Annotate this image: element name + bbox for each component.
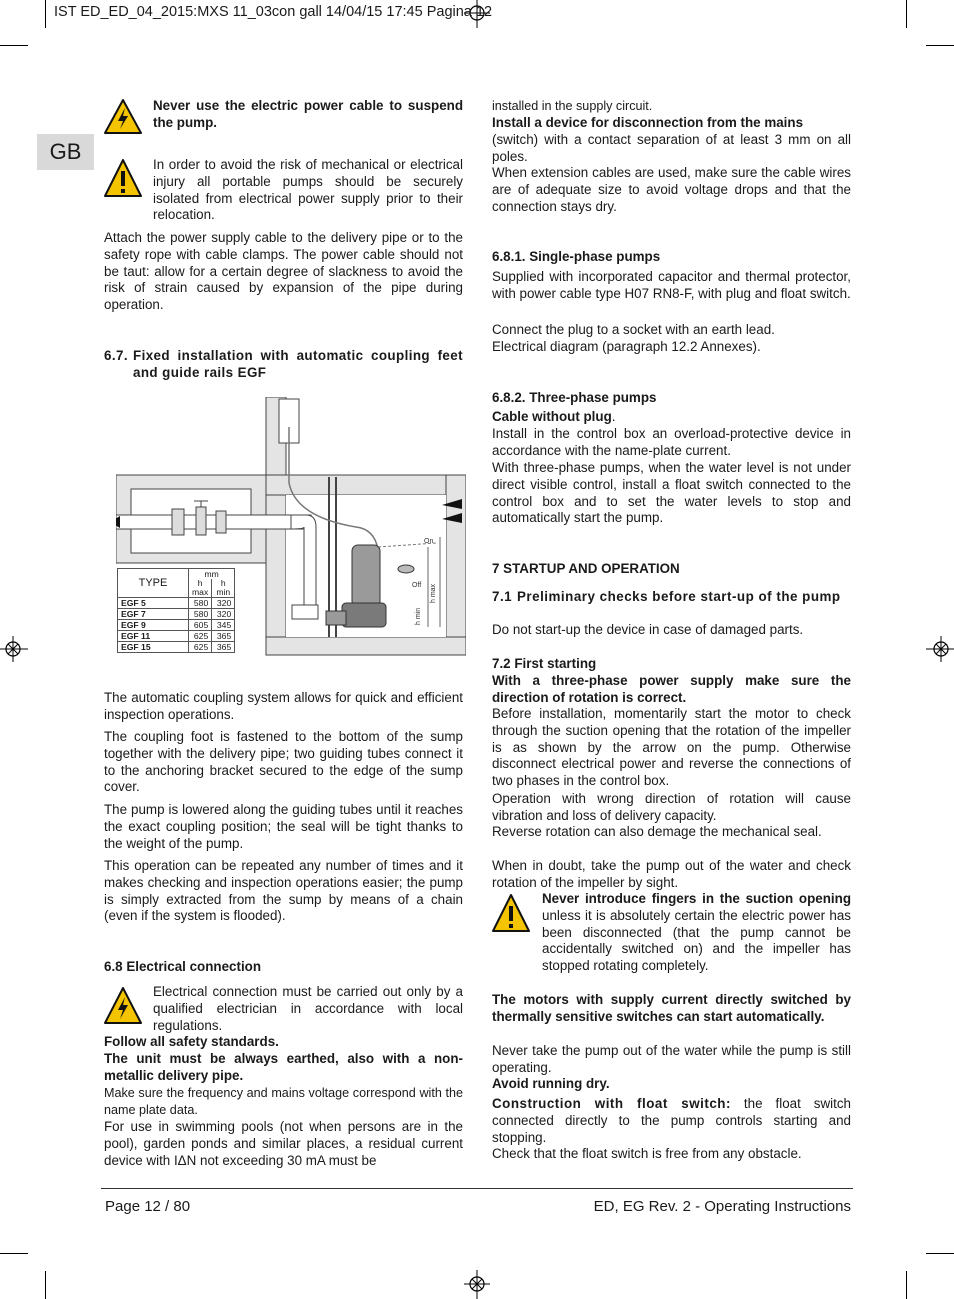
cable-without-plug-end: .: [611, 409, 616, 424]
row-type: EGF 7: [118, 609, 189, 620]
paragraph-frequency-voltage: Make sure the frequency and mains voltage correspond with the name plate data.: [104, 1086, 463, 1117]
crop-mark: [926, 1253, 954, 1254]
document-title: ED, EG Rev. 2 - Operating Instructions: [593, 1198, 851, 1215]
crop-mark: [0, 45, 28, 46]
thermal-switch-notice: The motors with supply current directly switched by thermally sensitive switches can start automatically.: [492, 992, 851, 1024]
footer-rule: [101, 1188, 853, 1189]
row-hmin: 345: [212, 620, 235, 631]
row-hmax: 605: [189, 620, 212, 631]
paragraph-coupling-system: The automatic coupling system allows for quick and efficient inspection operations.: [104, 690, 463, 722]
paragraph-overload-protection: Install in the control box an overload-protective device in accordance with the name-plate current.: [492, 426, 851, 458]
registration-mark-icon: [0, 634, 28, 664]
label-h-max: h max: [430, 583, 437, 603]
registration-mark-icon: [462, 1270, 492, 1299]
paragraph-electrical-diagram: Electrical diagram (paragraph 12.2 Annexes).: [492, 339, 761, 354]
heading-6-8: 6.8 Electrical connection: [104, 959, 262, 974]
row-hmax: 580: [189, 598, 212, 609]
label-on: On: [424, 538, 434, 545]
paragraph-wrong-rotation: Operation with wrong direction of rotation will cause vibration and loss of delivery capacity.: [492, 791, 851, 823]
table-header-unit: mm: [189, 569, 235, 580]
table-row: [118, 642, 235, 653]
row-hmax: 625: [189, 631, 212, 642]
paragraph-single-phase: Supplied with incorporated capacitor and thermal protector, with power cable type H07 RN8-F, with plug and float switch.: [492, 269, 851, 301]
heading-7: 7 STARTUP AND OPERATION: [492, 561, 680, 576]
table-row: [118, 631, 235, 642]
crop-mark: [45, 1271, 46, 1299]
paragraph-when-in-doubt: When in doubt, take the pump out of the water and check rotation of the impeller by sight.: [492, 858, 851, 890]
paragraph-never-take-out: Never take the pump out of the water while the pump is still operating.: [492, 1043, 851, 1075]
registration-mark-icon: [926, 634, 954, 664]
table-row: [118, 620, 235, 631]
row-hmin: 365: [212, 631, 235, 642]
avoid-running-dry: Avoid running dry.: [492, 1076, 610, 1091]
row-type: EGF 5: [118, 598, 189, 609]
heading-6-8-1: 6.8.1. Single-phase pumps: [492, 249, 661, 264]
table-header-type: TYPE: [118, 569, 189, 598]
electric-hazard-icon: [103, 986, 143, 1026]
warning-suction-rest: unless it is absolutely certain the electric power has been disconnected (that the pump cannot be accidentally switched on) and the impeller has stopped rotating completely.: [542, 907, 851, 974]
crop-mark: [926, 45, 954, 46]
label-h-min: h min: [415, 607, 422, 625]
paragraph-three-phase-float: With three-phase pumps, when the water level is not under direct visible control, install a float switch connected to the control box and to set the water levels to stop and automatically start the pump.: [492, 460, 851, 526]
egf-dimension-table: [117, 568, 235, 653]
row-type: EGF 11: [118, 631, 189, 642]
warning-power-cable: Never use the electric power cable to suspend the pump.: [153, 98, 463, 130]
page-number: Page 12 / 80: [105, 1198, 191, 1215]
row-type: EGF 15: [118, 642, 189, 653]
paragraph-damaged-parts: Do not start-up the device in case of damaged parts.: [492, 622, 804, 637]
label-off: Off: [412, 582, 422, 589]
paragraph-reverse-rotation: Reverse rotation can also demage the mechanical seal.: [492, 824, 822, 839]
warning-icon: [103, 158, 143, 200]
table-header-hmin: [212, 579, 235, 598]
paragraph-swimming-pools: For use in swimming pools (not when persons are in the pool), garden ponds and similar places, a residual current device with IΔN not exceeding 30 mA must be: [104, 1119, 463, 1168]
cable-without-plug: [492, 409, 851, 426]
paragraph-earth-socket: Connect the plug to a socket with an earth lead.: [492, 322, 775, 337]
heading-number: 7.1: [492, 589, 513, 604]
warning-suction-bold: Never introduce fingers in the suction opening: [542, 891, 851, 906]
rotation-direction-notice: With a three-phase power supply make sure the direction of rotation is correct.: [492, 673, 851, 705]
paragraph-extension-cables: When extension cables are used, make sure the cable wires are of adequate size to avoid voltage drops and that the connection stays dry.: [492, 165, 851, 214]
paragraph-float-switch: [492, 1096, 851, 1146]
heading-text: Fixed installation with automatic coupling feet and guide rails EGF: [133, 348, 463, 380]
row-hmin: 365: [212, 642, 235, 653]
warning-icon: [491, 893, 531, 935]
safety-standards-notice: Follow all safety standards.: [104, 1034, 279, 1049]
paragraph-switch-separation: (switch) with a contact separation of at least 3 mm on all poles.: [492, 132, 851, 164]
warning-qualified-electrician: Electrical connection must be carried out only by a qualified electrician in accordance with local regulations.: [153, 984, 463, 1033]
print-slug: IST ED_ED_04_2015:MXS 11_03con gall 14/04/15 17:45 Pagina 12: [54, 4, 493, 20]
paragraph-pump-lowered: The pump is lowered along the guiding tubes until it reaches the exact coupling position; the seal will be tight thanks to the weight of the pump.: [104, 802, 463, 851]
crop-mark: [906, 1271, 907, 1299]
hmin-label: h: [220, 578, 226, 588]
row-hmax: 580: [189, 609, 212, 620]
language-tab: GB: [37, 134, 94, 170]
row-hmax: 625: [189, 642, 212, 653]
table-header-hmax: [189, 579, 212, 598]
heading-text: Preliminary checks before start-up of the pump: [517, 589, 841, 604]
paragraph-coupling-foot: The coupling foot is fastened to the bottom of the sump together with the delivery pipe; two guiding tubes connect it to the anchoring bracket secured to the edge of the sump cover.: [104, 729, 463, 795]
float-switch-text: the float switch connected directly to the pump controls starting and stopping.: [492, 1096, 851, 1145]
heading-number: 6.7.: [104, 348, 128, 363]
row-hmin: 320: [212, 598, 235, 609]
table-row: [118, 598, 235, 609]
paragraph-operation-repeat: This operation can be repeated any number of times and it makes checking and inspection operations easier; the pump is simply extracted from the sump by means of a chain (even if the system is flooded).: [104, 858, 463, 924]
heading-7-2: 7.2 First starting: [492, 656, 597, 671]
paragraph-cable-attach: Attach the power supply cable to the delivery pipe or to the safety rope with cable clamps. The power cable should not be taut: allow for a certain degree of slackness to avoid the risk of strain caused by expansion of the pipe during operation.: [104, 230, 463, 313]
float-switch-label: Construction with float switch:: [492, 1096, 731, 1111]
hmin-sub: min: [216, 587, 231, 597]
row-hmin: 320: [212, 609, 235, 620]
row-type: EGF 9: [118, 620, 189, 631]
crop-mark: [906, 0, 907, 28]
warning-isolation: In order to avoid the risk of mechanical or electrical injury all portable pumps should be securely isolated from electrical power supply prior to their relocation.: [153, 157, 463, 223]
crop-mark: [0, 1253, 28, 1254]
paragraph-before-installation: Before installation, momentarily start the motor to check through the suction opening that the rotation of the impeller is as shown by the arrow on the pump. Otherwise disconnect electrical power and reverse the connections of two phases in the control box.: [492, 706, 851, 789]
warning-suction-opening: [542, 891, 851, 975]
hmax-label: h: [197, 578, 203, 588]
paragraph-supply-circuit: installed in the supply circuit.: [492, 99, 653, 113]
earthing-notice: The unit must be always earthed, also with a non-metallic delivery pipe.: [104, 1051, 463, 1083]
hmax-sub: max: [192, 587, 209, 597]
table-row: [118, 609, 235, 620]
paragraph-float-obstacle: Check that the float switch is free from any obstacle.: [492, 1146, 802, 1161]
electric-hazard-icon: [103, 98, 143, 136]
disconnect-device-notice: Install a device for disconnection from the mains: [492, 115, 804, 130]
crop-mark: [45, 0, 46, 28]
cable-without-plug-label: Cable without plug: [492, 409, 612, 424]
heading-6-8-2: 6.8.2. Three-phase pumps: [492, 390, 657, 405]
